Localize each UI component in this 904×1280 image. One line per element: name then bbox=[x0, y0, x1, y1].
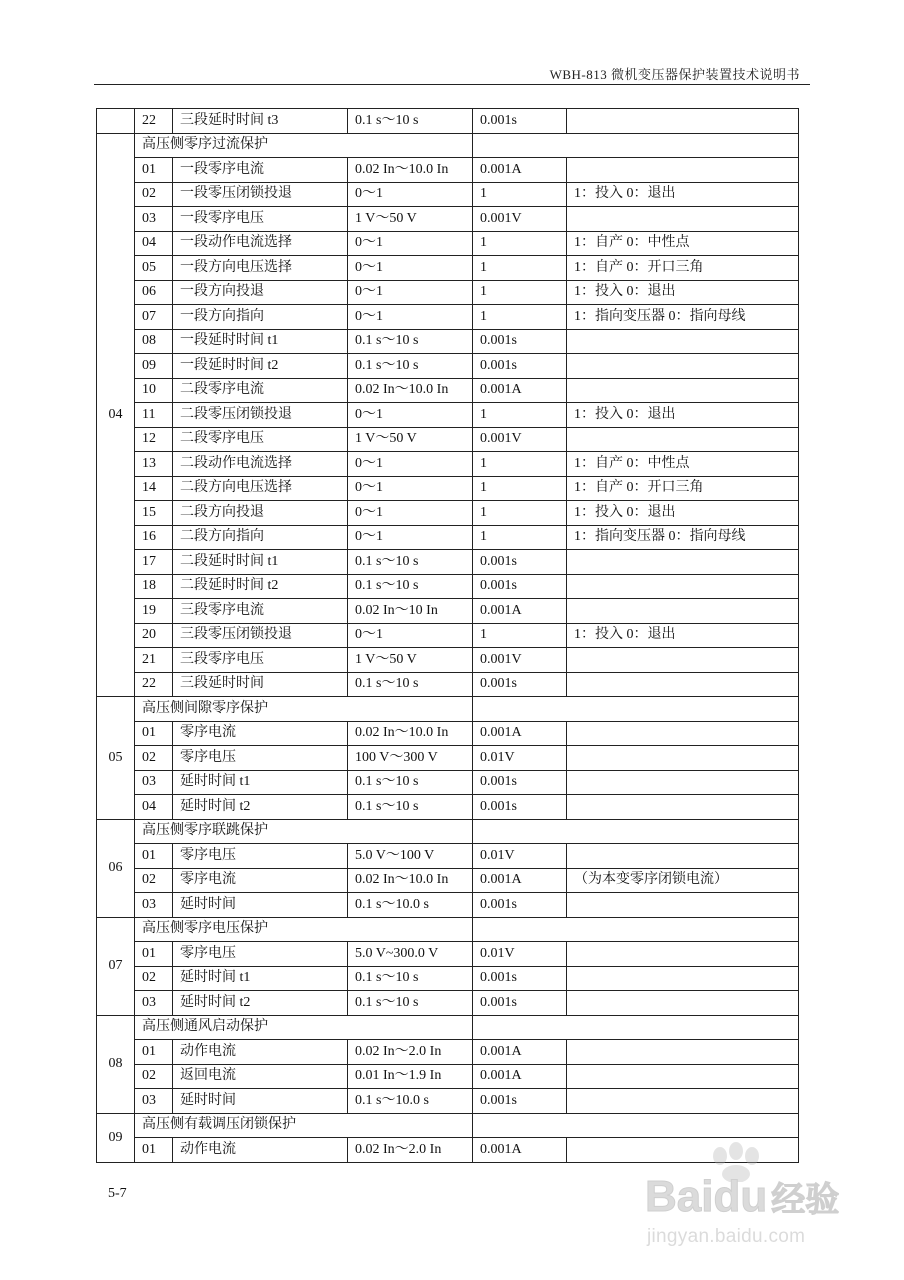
parameter-name-cell: 二段零序电流 bbox=[173, 378, 348, 403]
setting-range-cell: 0.1 s～10 s bbox=[348, 672, 473, 697]
remarks-cell: 1：投入 0：退出 bbox=[567, 403, 799, 428]
row-number-cell: 03 bbox=[135, 207, 173, 232]
parameter-name-cell: 延时时间 bbox=[173, 1089, 348, 1114]
parameter-name-cell: 二段方向指向 bbox=[173, 525, 348, 550]
setting-range-cell: 0.02 In～10.0 In bbox=[348, 378, 473, 403]
group-heading-row bbox=[97, 697, 799, 722]
table-row bbox=[97, 207, 799, 232]
parameter-name-cell: 三段延时时间 t3 bbox=[173, 109, 348, 134]
parameter-name-cell: 一段延时时间 t1 bbox=[173, 329, 348, 354]
remarks-cell: 1：自产 0：中性点 bbox=[567, 231, 799, 256]
row-number-cell: 09 bbox=[135, 354, 173, 379]
setting-range-cell: 0～1 bbox=[348, 403, 473, 428]
table-row bbox=[97, 721, 799, 746]
setting-range-cell: 0.01 In～1.9 In bbox=[348, 1064, 473, 1089]
watermark-brand-prefix: Bai bbox=[645, 1172, 714, 1221]
table-row bbox=[97, 305, 799, 330]
step-size-cell: 0.001s bbox=[473, 991, 567, 1016]
setting-range-cell: 5.0 V～100 V bbox=[348, 844, 473, 869]
remarks-cell: （为本变零序闭锁电流） bbox=[567, 868, 799, 893]
setting-range-cell: 0.1 s～10 s bbox=[348, 966, 473, 991]
row-number-cell: 03 bbox=[135, 893, 173, 918]
remarks-cell bbox=[567, 795, 799, 820]
row-number-cell: 02 bbox=[135, 1064, 173, 1089]
watermark-brand bbox=[645, 1172, 839, 1222]
setting-range-cell: 0.1 s～10 s bbox=[348, 574, 473, 599]
parameter-name-cell: 零序电流 bbox=[173, 868, 348, 893]
parameter-name-cell: 延时时间 t2 bbox=[173, 795, 348, 820]
header-divider bbox=[94, 84, 810, 85]
row-number-cell: 19 bbox=[135, 599, 173, 624]
parameter-name-cell: 二段动作电流选择 bbox=[173, 452, 348, 477]
setting-range-cell: 0.02 In～2.0 In bbox=[348, 1040, 473, 1065]
table-row bbox=[97, 893, 799, 918]
remarks-cell: 1：指向变压器 0：指向母线 bbox=[567, 525, 799, 550]
row-number-cell: 17 bbox=[135, 550, 173, 575]
table-row bbox=[97, 501, 799, 526]
setting-range-cell: 0.1 s～10 s bbox=[348, 109, 473, 134]
step-size-cell: 0.01V bbox=[473, 746, 567, 771]
group-heading-row bbox=[97, 1113, 799, 1138]
row-number-cell: 11 bbox=[135, 403, 173, 428]
remarks-cell: 1：投入 0：退出 bbox=[567, 501, 799, 526]
row-number-cell: 02 bbox=[135, 182, 173, 207]
remarks-cell bbox=[567, 942, 799, 967]
row-number-cell: 01 bbox=[135, 1040, 173, 1065]
step-size-cell: 1 bbox=[473, 231, 567, 256]
table-row bbox=[97, 452, 799, 477]
group-heading-filler-cell bbox=[473, 133, 799, 158]
table-row bbox=[97, 1040, 799, 1065]
parameter-name-cell: 二段延时时间 t1 bbox=[173, 550, 348, 575]
row-number-cell: 01 bbox=[135, 844, 173, 869]
remarks-cell bbox=[567, 721, 799, 746]
remarks-cell bbox=[567, 1089, 799, 1114]
step-size-cell: 1 bbox=[473, 305, 567, 330]
table-row bbox=[97, 1089, 799, 1114]
remarks-cell bbox=[567, 378, 799, 403]
row-number-cell: 03 bbox=[135, 770, 173, 795]
setting-range-cell: 0.02 In～2.0 In bbox=[348, 1138, 473, 1163]
parameter-name-cell: 延时时间 bbox=[173, 893, 348, 918]
watermark-brand-cn: 经验 bbox=[771, 1181, 840, 1219]
group-title-cell: 高压侧间隙零序保护 bbox=[135, 697, 473, 722]
parameter-name-cell: 返回电流 bbox=[173, 1064, 348, 1089]
step-size-cell: 0.001V bbox=[473, 427, 567, 452]
table-row bbox=[97, 476, 799, 501]
parameter-name-cell: 二段零序电压 bbox=[173, 427, 348, 452]
setting-range-cell: 0.1 s～10.0 s bbox=[348, 1089, 473, 1114]
group-title-cell: 高压侧零序联跳保护 bbox=[135, 819, 473, 844]
remarks-cell bbox=[567, 770, 799, 795]
row-number-cell: 01 bbox=[135, 721, 173, 746]
parameter-name-cell: 动作电流 bbox=[173, 1040, 348, 1065]
setting-range-cell: 0～1 bbox=[348, 182, 473, 207]
parameter-name-cell: 二段延时时间 t2 bbox=[173, 574, 348, 599]
table-row bbox=[97, 1064, 799, 1089]
row-number-cell: 14 bbox=[135, 476, 173, 501]
remarks-cell: 1：指向变压器 0：指向母线 bbox=[567, 305, 799, 330]
row-number-cell: 16 bbox=[135, 525, 173, 550]
step-size-cell: 0.001V bbox=[473, 648, 567, 673]
row-number-cell: 02 bbox=[135, 966, 173, 991]
setting-range-cell: 0～1 bbox=[348, 280, 473, 305]
parameter-name-cell: 一段零序电流 bbox=[173, 158, 348, 183]
step-size-cell: 0.001A bbox=[473, 721, 567, 746]
settings-parameter-table bbox=[96, 108, 799, 1163]
group-id-cell bbox=[97, 109, 135, 134]
step-size-cell: 1 bbox=[473, 623, 567, 648]
setting-range-cell: 0.02 In～10.0 In bbox=[348, 158, 473, 183]
group-id-cell: 07 bbox=[97, 917, 135, 1015]
step-size-cell: 0.001s bbox=[473, 1089, 567, 1114]
table-row bbox=[97, 1138, 799, 1163]
remarks-cell bbox=[567, 109, 799, 134]
parameter-name-cell: 延时时间 t1 bbox=[173, 770, 348, 795]
step-size-cell: 1 bbox=[473, 182, 567, 207]
step-size-cell: 0.001s bbox=[473, 354, 567, 379]
parameter-name-cell: 延时时间 t2 bbox=[173, 991, 348, 1016]
setting-range-cell: 1 V～50 V bbox=[348, 207, 473, 232]
parameter-name-cell: 零序电压 bbox=[173, 942, 348, 967]
step-size-cell: 0.001s bbox=[473, 550, 567, 575]
row-number-cell: 15 bbox=[135, 501, 173, 526]
table-row bbox=[97, 158, 799, 183]
setting-range-cell: 0.02 In～10.0 In bbox=[348, 721, 473, 746]
group-heading-row bbox=[97, 917, 799, 942]
group-id-cell: 09 bbox=[97, 1113, 135, 1162]
group-id-cell: 04 bbox=[97, 133, 135, 697]
group-id-cell: 06 bbox=[97, 819, 135, 917]
table-row bbox=[97, 942, 799, 967]
table-row bbox=[97, 280, 799, 305]
step-size-cell: 0.001s bbox=[473, 893, 567, 918]
table-row bbox=[97, 868, 799, 893]
group-title-cell: 高压侧零序过流保护 bbox=[135, 133, 473, 158]
remarks-cell bbox=[567, 966, 799, 991]
remarks-cell: 1：投入 0：退出 bbox=[567, 182, 799, 207]
row-number-cell: 22 bbox=[135, 109, 173, 134]
group-heading-row bbox=[97, 819, 799, 844]
step-size-cell: 0.001A bbox=[473, 1138, 567, 1163]
remarks-cell bbox=[567, 1064, 799, 1089]
step-size-cell: 0.001A bbox=[473, 599, 567, 624]
row-number-cell: 01 bbox=[135, 942, 173, 967]
step-size-cell: 0.01V bbox=[473, 844, 567, 869]
setting-range-cell: 0～1 bbox=[348, 231, 473, 256]
row-number-cell: 07 bbox=[135, 305, 173, 330]
parameter-name-cell: 一段方向电压选择 bbox=[173, 256, 348, 281]
row-number-cell: 04 bbox=[135, 795, 173, 820]
table-row bbox=[97, 109, 799, 134]
row-number-cell: 06 bbox=[135, 280, 173, 305]
parameter-name-cell: 一段动作电流选择 bbox=[173, 231, 348, 256]
row-number-cell: 03 bbox=[135, 991, 173, 1016]
remarks-cell bbox=[567, 599, 799, 624]
parameter-name-cell: 三段延时时间 bbox=[173, 672, 348, 697]
table-row bbox=[97, 525, 799, 550]
setting-range-cell: 1 V～50 V bbox=[348, 427, 473, 452]
table-row bbox=[97, 795, 799, 820]
remarks-cell bbox=[567, 329, 799, 354]
table-row bbox=[97, 966, 799, 991]
group-id-cell: 08 bbox=[97, 1015, 135, 1113]
remarks-cell bbox=[567, 550, 799, 575]
watermark-url: jingyan.baidu.com bbox=[647, 1226, 806, 1247]
parameter-name-cell: 一段零序电压 bbox=[173, 207, 348, 232]
parameter-name-cell: 零序电压 bbox=[173, 844, 348, 869]
step-size-cell: 1 bbox=[473, 525, 567, 550]
group-heading-filler-cell bbox=[473, 819, 799, 844]
setting-range-cell: 0.02 In～10 In bbox=[348, 599, 473, 624]
step-size-cell: 0.001A bbox=[473, 1040, 567, 1065]
row-number-cell: 10 bbox=[135, 378, 173, 403]
parameter-name-cell: 二段零压闭锁投退 bbox=[173, 403, 348, 428]
setting-range-cell: 0～1 bbox=[348, 525, 473, 550]
group-title-cell: 高压侧通风启动保护 bbox=[135, 1015, 473, 1040]
group-title-cell: 高压侧有载调压闭锁保护 bbox=[135, 1113, 473, 1138]
group-title-cell: 高压侧零序电压保护 bbox=[135, 917, 473, 942]
parameter-name-cell: 一段方向投退 bbox=[173, 280, 348, 305]
table-row bbox=[97, 427, 799, 452]
table-row bbox=[97, 403, 799, 428]
parameter-name-cell: 三段零压闭锁投退 bbox=[173, 623, 348, 648]
table-row bbox=[97, 672, 799, 697]
setting-range-cell: 0.1 s～10 s bbox=[348, 991, 473, 1016]
remarks-cell bbox=[567, 574, 799, 599]
step-size-cell: 0.001s bbox=[473, 329, 567, 354]
parameter-name-cell: 零序电压 bbox=[173, 746, 348, 771]
setting-range-cell: 0～1 bbox=[348, 476, 473, 501]
step-size-cell: 1 bbox=[473, 452, 567, 477]
row-number-cell: 18 bbox=[135, 574, 173, 599]
table-row bbox=[97, 746, 799, 771]
row-number-cell: 01 bbox=[135, 158, 173, 183]
step-size-cell: 0.001V bbox=[473, 207, 567, 232]
group-heading-filler-cell bbox=[473, 1113, 799, 1138]
page-number: 5-7 bbox=[108, 1186, 127, 1201]
row-number-cell: 13 bbox=[135, 452, 173, 477]
row-number-cell: 01 bbox=[135, 1138, 173, 1163]
table-row bbox=[97, 354, 799, 379]
row-number-cell: 21 bbox=[135, 648, 173, 673]
row-number-cell: 03 bbox=[135, 1089, 173, 1114]
row-number-cell: 05 bbox=[135, 256, 173, 281]
parameter-name-cell: 动作电流 bbox=[173, 1138, 348, 1163]
step-size-cell: 0.001s bbox=[473, 574, 567, 599]
remarks-cell bbox=[567, 746, 799, 771]
table-row bbox=[97, 182, 799, 207]
table-row bbox=[97, 378, 799, 403]
parameter-name-cell: 延时时间 t1 bbox=[173, 966, 348, 991]
remarks-cell bbox=[567, 648, 799, 673]
table-row bbox=[97, 599, 799, 624]
watermark-brand-suffix: du bbox=[713, 1172, 768, 1221]
row-number-cell: 20 bbox=[135, 623, 173, 648]
remarks-cell bbox=[567, 1138, 799, 1163]
step-size-cell: 0.001s bbox=[473, 672, 567, 697]
remarks-cell bbox=[567, 354, 799, 379]
setting-range-cell: 0～1 bbox=[348, 623, 473, 648]
setting-range-cell: 0.1 s～10 s bbox=[348, 550, 473, 575]
row-number-cell: 02 bbox=[135, 868, 173, 893]
group-id-cell: 05 bbox=[97, 697, 135, 820]
step-size-cell: 1 bbox=[473, 280, 567, 305]
step-size-cell: 0.001s bbox=[473, 795, 567, 820]
row-number-cell: 02 bbox=[135, 746, 173, 771]
step-size-cell: 1 bbox=[473, 403, 567, 428]
parameter-name-cell: 二段方向电压选择 bbox=[173, 476, 348, 501]
step-size-cell: 1 bbox=[473, 256, 567, 281]
table-row bbox=[97, 231, 799, 256]
step-size-cell: 1 bbox=[473, 476, 567, 501]
table-row bbox=[97, 256, 799, 281]
table-row bbox=[97, 991, 799, 1016]
table-row bbox=[97, 550, 799, 575]
setting-range-cell: 5.0 V~300.0 V bbox=[348, 942, 473, 967]
remarks-cell bbox=[567, 427, 799, 452]
step-size-cell: 0.001A bbox=[473, 868, 567, 893]
step-size-cell: 0.001A bbox=[473, 1064, 567, 1089]
parameter-name-cell: 一段延时时间 t2 bbox=[173, 354, 348, 379]
row-number-cell: 04 bbox=[135, 231, 173, 256]
remarks-cell bbox=[567, 893, 799, 918]
parameter-name-cell: 三段零序电压 bbox=[173, 648, 348, 673]
setting-range-cell: 0.1 s～10 s bbox=[348, 795, 473, 820]
setting-range-cell: 1 V～50 V bbox=[348, 648, 473, 673]
setting-range-cell: 0～1 bbox=[348, 452, 473, 477]
step-size-cell: 0.001A bbox=[473, 378, 567, 403]
group-heading-row bbox=[97, 1015, 799, 1040]
row-number-cell: 12 bbox=[135, 427, 173, 452]
step-size-cell: 0.01V bbox=[473, 942, 567, 967]
setting-range-cell: 100 V～300 V bbox=[348, 746, 473, 771]
row-number-cell: 22 bbox=[135, 672, 173, 697]
table-row bbox=[97, 770, 799, 795]
table-row bbox=[97, 648, 799, 673]
step-size-cell: 1 bbox=[473, 501, 567, 526]
setting-range-cell: 0.1 s～10 s bbox=[348, 329, 473, 354]
setting-range-cell: 0～1 bbox=[348, 256, 473, 281]
remarks-cell: 1：自产 0：开口三角 bbox=[567, 476, 799, 501]
table-row bbox=[97, 844, 799, 869]
remarks-cell bbox=[567, 1040, 799, 1065]
remarks-cell: 1：投入 0：退出 bbox=[567, 623, 799, 648]
parameter-name-cell: 二段方向投退 bbox=[173, 501, 348, 526]
parameter-name-cell: 零序电流 bbox=[173, 721, 348, 746]
setting-range-cell: 0.1 s～10.0 s bbox=[348, 893, 473, 918]
remarks-cell: 1：自产 0：中性点 bbox=[567, 452, 799, 477]
step-size-cell: 0.001s bbox=[473, 770, 567, 795]
remarks-cell bbox=[567, 207, 799, 232]
parameter-name-cell: 一段方向指向 bbox=[173, 305, 348, 330]
group-heading-filler-cell bbox=[473, 1015, 799, 1040]
table-row bbox=[97, 574, 799, 599]
row-number-cell: 08 bbox=[135, 329, 173, 354]
group-heading-row bbox=[97, 133, 799, 158]
step-size-cell: 0.001s bbox=[473, 966, 567, 991]
setting-range-cell: 0～1 bbox=[348, 305, 473, 330]
setting-range-cell: 0.1 s～10 s bbox=[348, 770, 473, 795]
parameter-name-cell: 一段零压闭锁投退 bbox=[173, 182, 348, 207]
table-row bbox=[97, 623, 799, 648]
remarks-cell bbox=[567, 672, 799, 697]
setting-range-cell: 0.1 s～10 s bbox=[348, 354, 473, 379]
remarks-cell bbox=[567, 991, 799, 1016]
step-size-cell: 0.001s bbox=[473, 109, 567, 134]
remarks-cell: 1：自产 0：开口三角 bbox=[567, 256, 799, 281]
step-size-cell: 0.001A bbox=[473, 158, 567, 183]
group-heading-filler-cell bbox=[473, 697, 799, 722]
parameter-name-cell: 三段零序电流 bbox=[173, 599, 348, 624]
table-row bbox=[97, 329, 799, 354]
setting-range-cell: 0～1 bbox=[348, 501, 473, 526]
setting-range-cell: 0.02 In～10.0 In bbox=[348, 868, 473, 893]
remarks-cell bbox=[567, 844, 799, 869]
remarks-cell bbox=[567, 158, 799, 183]
remarks-cell: 1：投入 0：退出 bbox=[567, 280, 799, 305]
document-header-title: WBH-813 微机变压器保护装置技术说明书 bbox=[549, 67, 800, 82]
group-heading-filler-cell bbox=[473, 917, 799, 942]
